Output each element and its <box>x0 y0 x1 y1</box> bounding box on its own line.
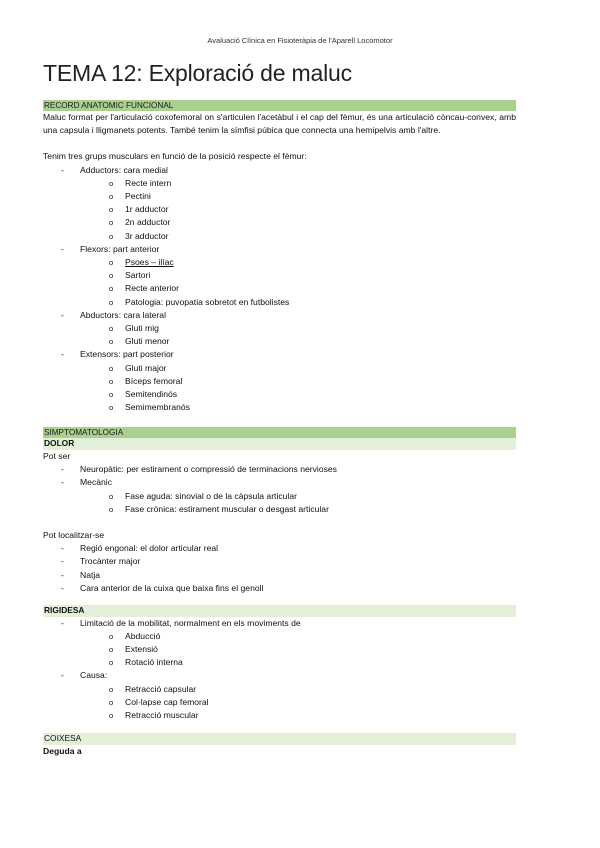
list-item <box>43 335 516 348</box>
list-item <box>43 696 516 709</box>
dash-bullet: - <box>61 243 64 254</box>
list-item <box>43 582 516 595</box>
list-item-text: Trocànter major <box>80 556 141 567</box>
list-item-text: Semitendinós <box>125 389 178 400</box>
circle-bullet: o <box>109 258 114 268</box>
list-item-text: Fase crònica: estirament muscular o desgast articular <box>125 503 329 514</box>
list-item <box>43 243 516 256</box>
circle-bullet: o <box>109 376 114 386</box>
circle-bullet: o <box>109 192 114 202</box>
list-item-text: Rotació interna <box>125 657 183 668</box>
list-item-text: Natja <box>80 569 101 580</box>
list-item-text: 1r adductor <box>125 204 169 215</box>
dash-bullet: - <box>61 569 64 580</box>
list-item-text: Cara anterior de la cuixa que baixa fins el genoll <box>80 582 264 593</box>
list-item-text: Abductors: cara lateral <box>80 309 166 320</box>
list-item <box>43 216 516 229</box>
list-item-text: Recte anterior <box>125 283 179 294</box>
paragraph: Pot localitzar-se <box>43 529 105 540</box>
list-item-text: Extensió <box>125 643 158 654</box>
list-item-text: Mecànic <box>80 477 112 488</box>
list-item-text: Bíceps femoral <box>125 375 183 386</box>
list-item <box>43 230 516 243</box>
list-item-text: Causa: <box>80 670 108 681</box>
dash-bullet: - <box>61 464 64 475</box>
list-item-text: Recte intern <box>125 177 172 188</box>
page-title: TEMA 12: Exploració de maluc <box>43 60 352 86</box>
list-item <box>43 683 516 696</box>
list-item-text: Gluti mig <box>125 323 159 334</box>
list-item <box>43 669 516 682</box>
list-item-text: Sartori <box>125 270 151 281</box>
list-item <box>43 463 516 476</box>
list-item <box>43 643 516 656</box>
list-item-text: Patologia: puvopatia sobretot en futbolistes <box>125 296 290 307</box>
list-item <box>43 388 516 401</box>
dash-bullet: - <box>61 477 64 488</box>
list-item <box>43 555 516 568</box>
list-item <box>43 269 516 282</box>
list-item <box>43 177 516 190</box>
list-item-text: Extensors: part posterior <box>80 349 174 360</box>
list-item <box>43 282 516 295</box>
list-item-text: Retracció muscular <box>125 709 199 720</box>
list-item <box>43 164 516 177</box>
list-item <box>43 630 516 643</box>
dash-bullet: - <box>61 582 64 593</box>
dash-bullet: - <box>61 556 64 567</box>
list-item <box>43 569 516 582</box>
list-item-text: Col·lapse cap femoral <box>125 696 209 707</box>
paragraph: Maluc format per l'articulació coxofemoral on s'articulen l'acetàbul i el cap del fèmur, és una articulació còncau-convex, amb una capsula i lligmanets potents. També tenim la símfisi púbica que connecta una hemipelvis amb l'altre. <box>43 112 516 136</box>
circle-bullet: o <box>109 231 114 241</box>
paragraph: Deguda a <box>43 745 82 756</box>
circle-bullet: o <box>109 363 114 373</box>
subsection-heading-stiffness: RIGIDESA <box>43 605 516 617</box>
list-item <box>43 375 516 388</box>
list-item-text: Pectini <box>125 191 151 202</box>
page-header: Avaluació Clínica en Fisioteràpia de l'Aparell Locomotor <box>207 36 393 45</box>
list-item <box>43 296 516 309</box>
list-item <box>43 348 516 361</box>
circle-bullet: o <box>109 390 114 400</box>
dash-bullet: - <box>61 309 64 320</box>
list-item-text: Adductors: cara medial <box>80 164 168 175</box>
list-item <box>43 542 516 555</box>
list-item <box>43 322 516 335</box>
circle-bullet: o <box>109 205 114 215</box>
list-item-text: Regió engonal: el dolor articular real <box>80 543 219 554</box>
circle-bullet: o <box>109 218 114 228</box>
list-item <box>43 617 516 630</box>
list-item-text: Fase aguda: sinovial o de la càpsula articular <box>125 490 297 501</box>
circle-bullet: o <box>109 631 114 641</box>
list-item-text: Neuropàtic: per estirament o compressió de terminacions nervioses <box>80 464 337 475</box>
list-item <box>43 709 516 722</box>
list-item <box>43 256 516 269</box>
circle-bullet: o <box>109 297 114 307</box>
list-item <box>43 490 516 503</box>
list-item <box>43 309 516 322</box>
list-item <box>43 656 516 669</box>
dash-bullet: - <box>61 670 64 681</box>
section-heading-symptoms: SIMPTOMATOLOGIA <box>43 427 516 438</box>
dash-bullet: - <box>61 164 64 175</box>
list-item-text: Abducció <box>125 630 161 641</box>
list-item-text: Flexors: part anterior <box>80 243 160 254</box>
circle-bullet: o <box>109 504 114 514</box>
circle-bullet: o <box>109 324 114 334</box>
circle-bullet: o <box>109 684 114 694</box>
paragraph: Pot ser <box>43 450 71 461</box>
list-item-text: 3r adductor <box>125 230 169 241</box>
list-item <box>43 190 516 203</box>
list-item-text: Retracció capsular <box>125 683 197 694</box>
subsection-heading-pain: DOLOR <box>43 438 516 450</box>
document-body <box>43 98 516 758</box>
list-item-text: Gluti menor <box>125 336 170 347</box>
circle-bullet: o <box>109 697 114 707</box>
list-item <box>43 401 516 414</box>
list-item-text: Psoes – ilíac <box>125 257 174 268</box>
circle-bullet: o <box>109 658 114 668</box>
list-item <box>43 362 516 375</box>
circle-bullet: o <box>109 337 114 347</box>
dash-bullet: - <box>61 617 64 628</box>
circle-bullet: o <box>109 284 114 294</box>
paragraph: Tenim tres grups musculars en funció de la posició respecte el fèmur: <box>43 151 307 162</box>
circle-bullet: o <box>109 271 114 281</box>
circle-bullet: o <box>109 403 114 413</box>
list-item-text: Gluti major <box>125 362 167 373</box>
list-item-text: 2n adductor <box>125 217 171 228</box>
list-item-text: Limitació de la mobilitat, normalment en els moviments de <box>80 617 301 628</box>
circle-bullet: o <box>109 644 114 654</box>
list-item <box>43 503 516 516</box>
list-item <box>43 476 516 489</box>
section-heading-record: RECORD ANATOMIC FUNCIONAL <box>43 100 516 111</box>
list-item-text: Semimembranós <box>125 402 190 413</box>
circle-bullet: o <box>109 491 114 501</box>
circle-bullet: o <box>109 178 114 188</box>
circle-bullet: o <box>109 710 114 720</box>
subsection-heading-limp: COIXESA <box>43 733 516 745</box>
list-item <box>43 203 516 216</box>
dash-bullet: - <box>61 349 64 360</box>
dash-bullet: - <box>61 543 64 554</box>
